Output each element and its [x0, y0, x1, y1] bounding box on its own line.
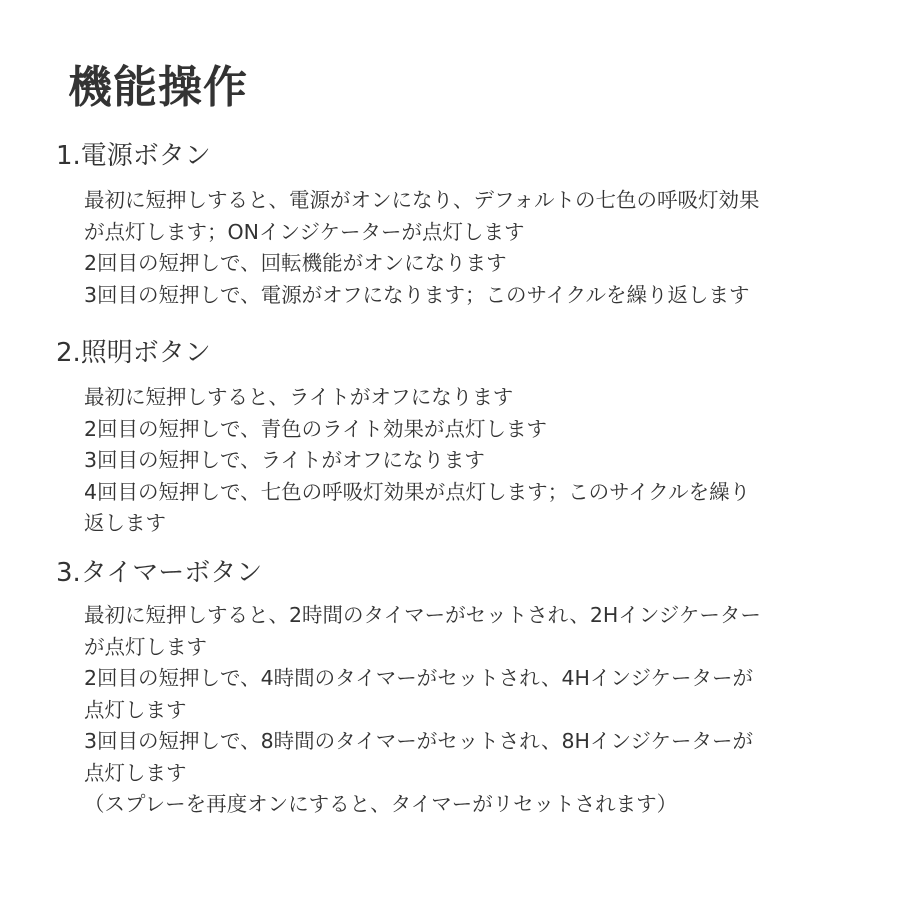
instruction-line: 3回目の短押しで、8時間のタイマーがセットされ、8Hインジケーターが [84, 729, 754, 753]
instruction-line: 最初に短押しすると、電源がオンになり、デフォルトの七色の呼吸灯効果 [84, 188, 760, 212]
instruction-line: 最初に短押しすると、2時間のタイマーがセットされ、2Hインジケーター [84, 603, 761, 627]
instruction-line: 2回目の短押しで、青色のライト効果が点灯します [84, 416, 548, 441]
instruction-line: 点灯します [84, 760, 187, 785]
instruction-line: 3回目の短押しで、ライトがオフになります [84, 448, 485, 472]
instruction-line: 点灯します [84, 697, 187, 722]
instruction-line: が点灯します [84, 634, 207, 659]
page-title: 機能操作 [68, 62, 248, 113]
section-heading-power-button: 1.電源ボタン [56, 141, 211, 171]
instruction-line: 返します [84, 511, 166, 535]
section-heading-light-button: 2.照明ボタン [56, 338, 211, 368]
instruction-line: 3回目の短押しで、電源がオフになります；このサイクルを繰り返します [84, 282, 750, 307]
section-heading-timer-button: 3.タイマーボタン [56, 558, 263, 588]
instruction-line: が点灯します；ONインジケーターが点灯します [84, 219, 525, 244]
instruction-line: （スプレーを再度オンにすると、タイマーがリセットされます） [84, 792, 678, 816]
instruction-line: 2回目の短押しで、回転機能がオンになります [84, 251, 507, 275]
instruction-line: 4回目の短押しで、七色の呼吸灯効果が点灯します；このサイクルを繰り [84, 479, 751, 504]
section-body-light-button [84, 382, 750, 540]
section-body-timer-button [84, 600, 761, 821]
instruction-line: 2回目の短押しで、4時間のタイマーがセットされ、4Hインジケーターが [84, 666, 754, 690]
section-body-power-button [84, 185, 759, 311]
instruction-line: 最初に短押しすると、ライトがオフになります [84, 385, 514, 409]
